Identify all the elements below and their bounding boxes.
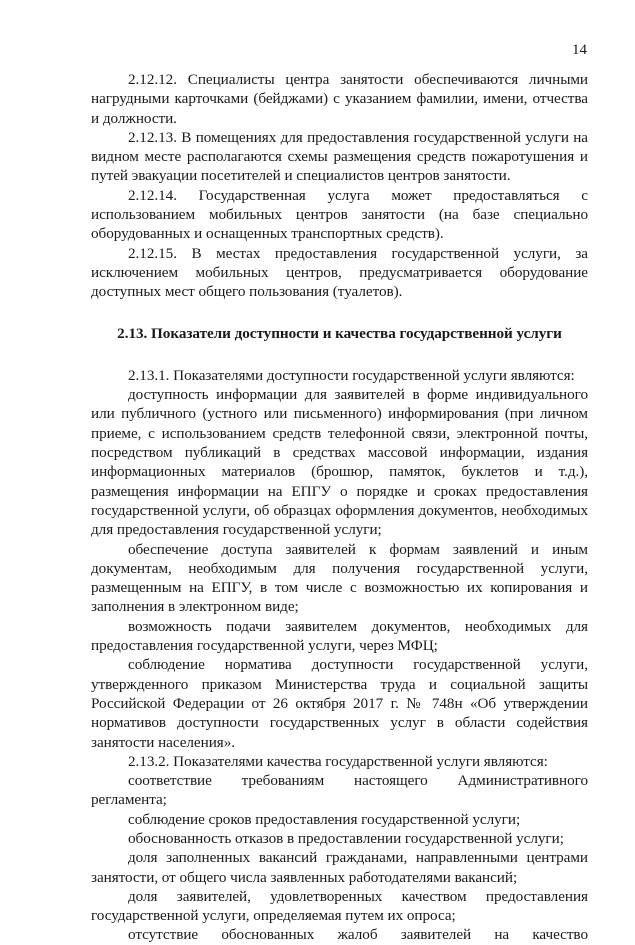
list-item: доступность информации для заявителей в форме индивидуального или публичного (устного или письменного) информирования (при личном приеме, с использованием средств телефонной связи, электронной почты, посредством публикаций в средствах массовой информации, издания информационных материалов (брошюр, памяток, буклетов и т.д.), размещения информации на ЕПГУ о порядке и сроках предоставления государственной услуги, об образцах оформления документов, необходимых для предоставления государственной услуги; (91, 386, 588, 539)
list-item: обеспечение доступа заявителей к формам заявлений и иным документам, необходимым для получения государственной услуги, размещенным на ЕПГУ, в том числе с возможностью их копирования и заполнения в электронном виде; (91, 540, 588, 616)
list-item: соответствие требованиям настоящего Административного регламента; (91, 772, 588, 809)
section-heading-2-13: 2.13. Показатели доступности и качества государственной услуги (117, 324, 562, 342)
paragraph-2-12-13: 2.12.13. В помещениях для предоставления государственной услуги на видном месте располагаются схемы размещения средств пожаротушения и путей эвакуации посетителей и специалистов центров занятости. (91, 128, 588, 185)
paragraph-2-12-12: 2.12.12. Специалисты центра занятости обеспечиваются личными нагрудными карточками (бейджами) с указанием фамилии, имени, отчества и должности. (91, 71, 588, 127)
list-item: доля заявителей, удовлетворенных качеством предоставления государственной услуги, определяемая путем их опроса; (91, 887, 588, 925)
paragraph-2-12-14: 2.12.14. Государственная услуга может предоставляться с использованием мобильных центров занятости (на базе специально оборудованных и оснащенных транспортных средств). (91, 186, 588, 243)
paragraph-2-13-2: 2.13.2. Показателями качества государственной услуги являются: (128, 752, 548, 770)
list-item: обоснованность отказов в предоставлении государственной услуги; (128, 829, 564, 847)
paragraph-2-12-15: 2.12.15. В местах предоставления государственной услуги, за исключением мобильных центров, предусматривается оборудование доступных мест общего пользования (туалетов). (91, 244, 588, 301)
paragraph-2-13-1: 2.13.1. Показателями доступности государственной услуги являются: (128, 366, 575, 384)
list-item-truncated: отсутствие обоснованных жалоб заявителей на качество (128, 926, 588, 944)
list-item: возможность подачи заявителем документов, необходимых для предоставления государственной услуги, через МФЦ; (91, 617, 588, 655)
document-body (91, 70, 588, 945)
list-item: доля заполненных вакансий гражданами, направленными центрами занятости, от общего числа заявленных работодателями вакансий; (91, 849, 588, 886)
page-number: 14 (572, 42, 587, 58)
list-item: соблюдение сроков предоставления государственной услуги; (128, 810, 521, 828)
list-item: соблюдение норматива доступности государственной услуги, утвержденного приказом Министерства труда и социальной защиты Российской Федерации от 26 октября 2017 г. № 748н «Об утверждении нормативов доступности государственных услуг в области содействия занятости населения». (91, 656, 588, 751)
